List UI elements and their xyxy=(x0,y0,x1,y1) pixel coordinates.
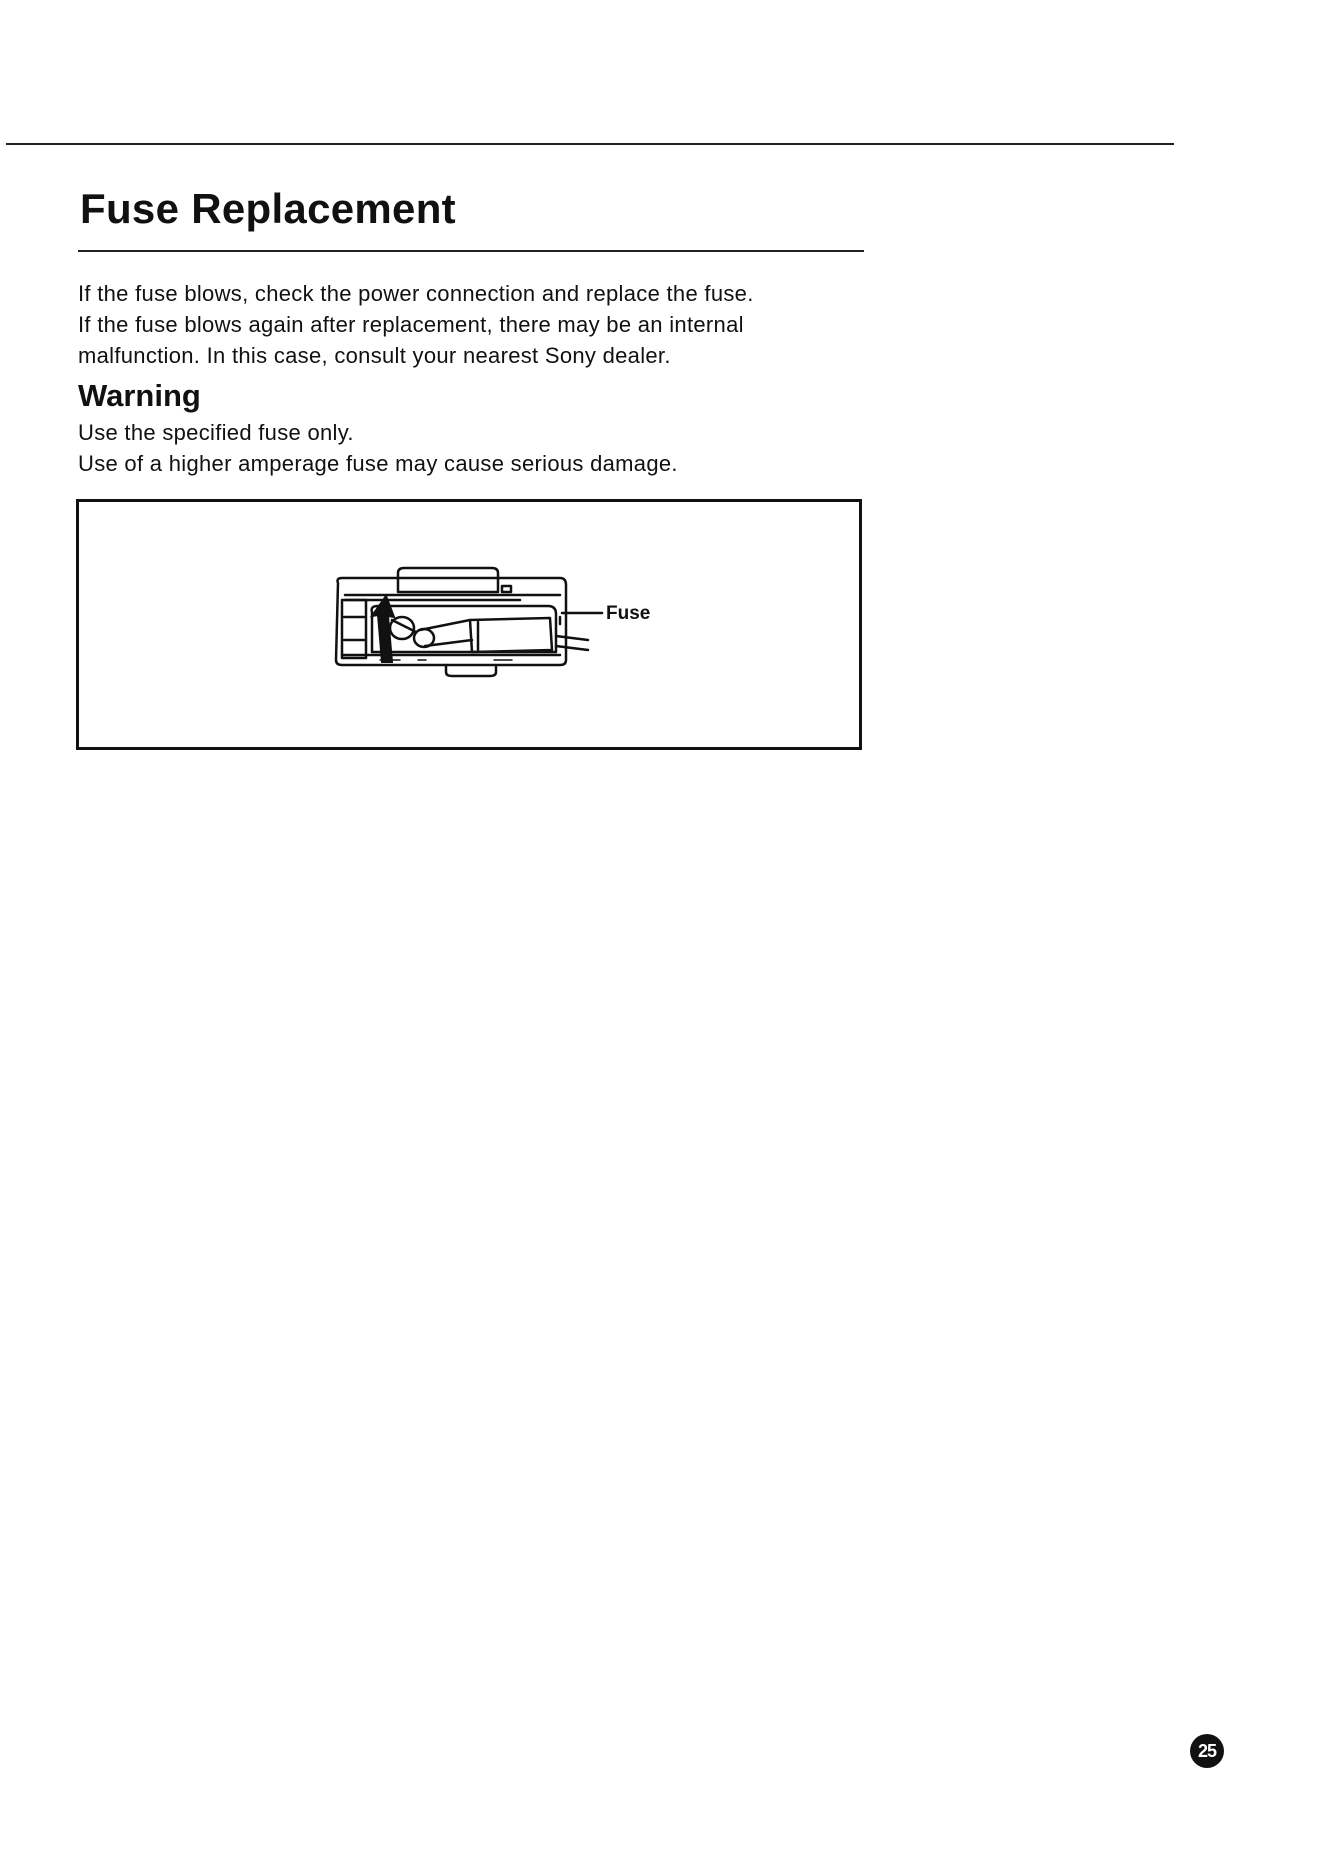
fuse-callout-label: Fuse xyxy=(606,603,651,624)
intro-line: malfunction. In this case, consult your nearest Sony dealer. xyxy=(78,343,671,368)
warning-heading: Warning xyxy=(78,378,201,413)
page-number-badge: 25 xyxy=(1190,1734,1224,1768)
warning-line: Use of a higher amperage fuse may cause serious damage. xyxy=(78,451,678,476)
warning-line: Use the specified fuse only. xyxy=(78,420,354,445)
page-title: Fuse Replacement xyxy=(80,185,456,232)
intro-line: If the fuse blows again after replacement, there may be an internal xyxy=(78,312,744,337)
intro-line: If the fuse blows, check the power connection and replace the fuse. xyxy=(78,281,754,306)
